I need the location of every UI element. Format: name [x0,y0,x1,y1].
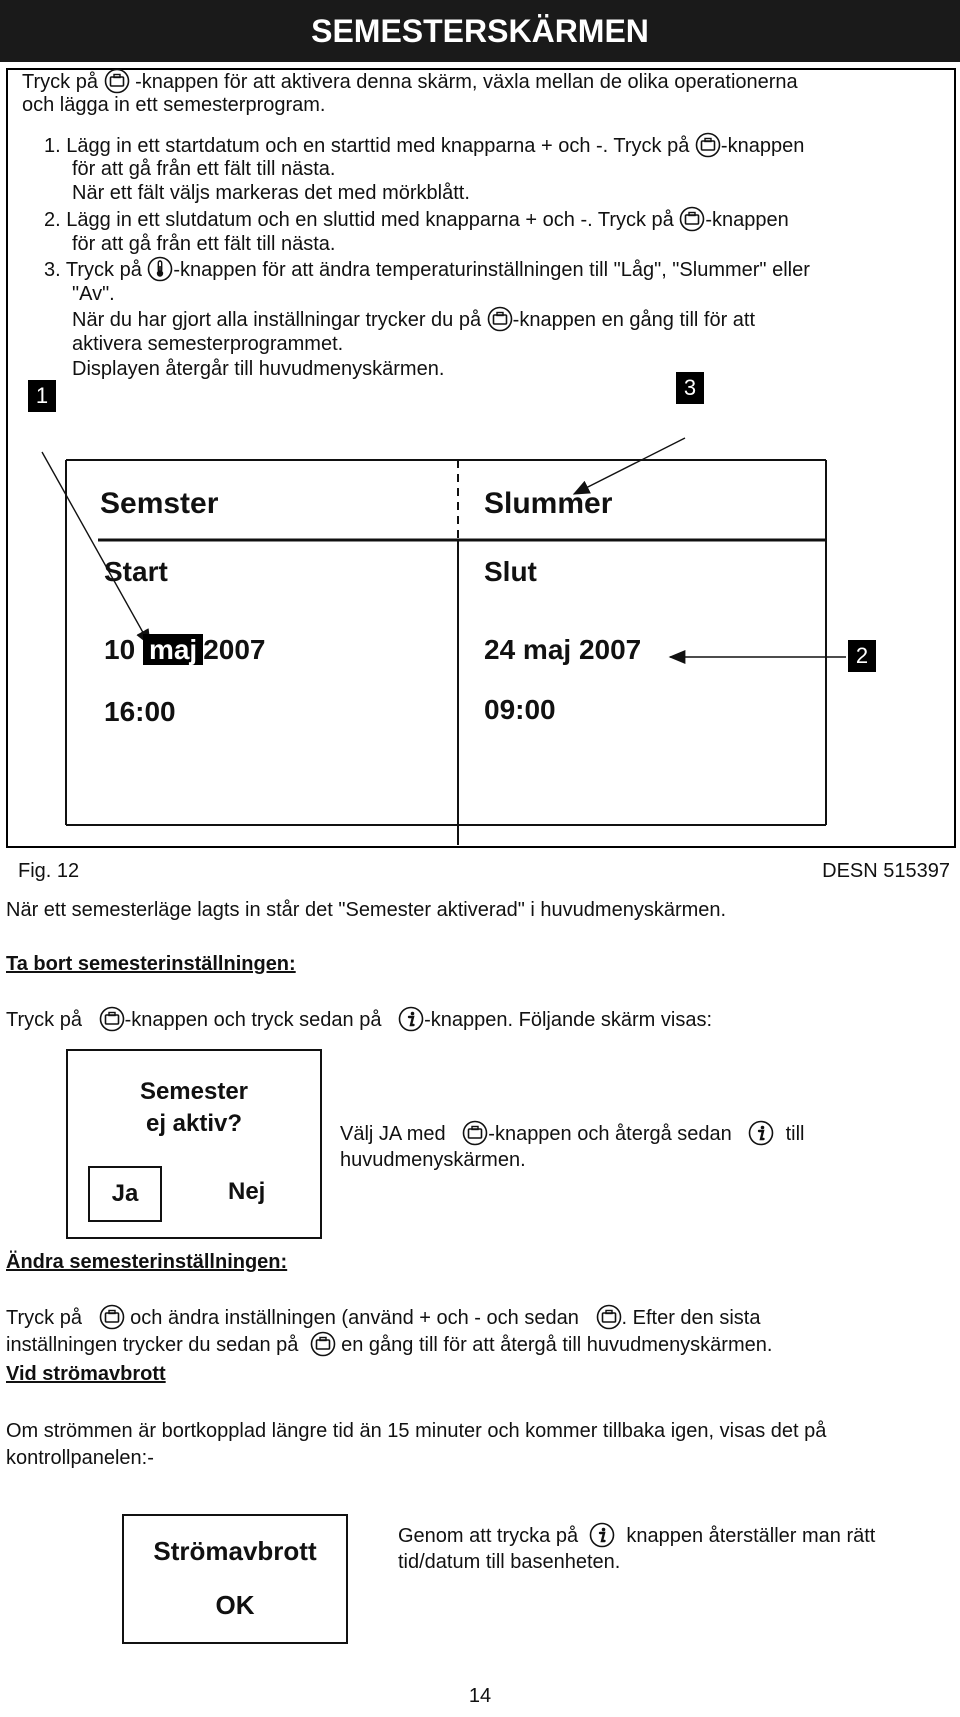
change-text-b: och ändra inställningen (använd + och - och sedan [130,1307,579,1329]
holiday-case-icon [462,1120,488,1146]
inactive-dialog-title [66,1076,322,1140]
power-failure-title: Strömavbrott [153,1536,317,1566]
holiday-case-icon [99,1304,125,1330]
start-time: 16:00 [104,696,176,727]
step-3-text-b: -knappen för att ändra temperaturinställningen till "Låg", "Slummer" eller [173,259,810,281]
power-note-line-1 [398,1522,875,1549]
info-icon [398,1006,424,1032]
callout-3: 3 [676,372,704,404]
power-line-2: kontrollpanelen:- [6,1447,154,1469]
power-failure-ok[interactable]: OK [215,1590,255,1620]
step-3-text-d-b: -knappen en gång till för att [512,309,756,331]
intro-text-b: -knappen för att aktivera denna skärm, växla mellan de olika operationerna [135,71,798,93]
callout-1: 1 [28,380,56,412]
intro-line-2: och lägga in ett semesterprogram. [22,94,326,116]
change-line-1 [6,1304,760,1331]
remove-instruction [6,1006,712,1033]
step-1-text-b: -knappen [720,135,805,157]
change-text-e: en gång till för att återgå till huvudmenyskärmen. [341,1334,773,1356]
power-note-b: knappen återställer man rätt [626,1525,876,1547]
change-line-2 [6,1331,772,1358]
step-3-text-d-a: När du har gjort alla inställningar trycker du på [72,309,482,331]
start-date [104,634,265,666]
start-year: 2007 [203,634,266,665]
remove-note-b: -knappen och återgå sedan [488,1123,732,1145]
after-figure-text: När ett semesterläge lagts in står det "Semester aktiverad" i huvudmenyskärmen. [6,899,727,921]
remove-note-line-1 [340,1120,804,1147]
remove-text-a: Tryck på [6,1009,82,1031]
no-option[interactable]: Nej [228,1178,266,1205]
power-note-line-2: tid/datum till basenheten. [398,1551,621,1573]
change-text-c: . Efter den sista [621,1307,761,1329]
step-1-line-2: för att gå från ett fält till nästa. [72,158,336,180]
figure-code: DESN 515397 [822,860,950,882]
remove-note-c: till [785,1123,805,1145]
step-3-text-a: 3. Tryck på [44,259,142,281]
display-title-semster: Semster [100,487,219,520]
holiday-case-icon [99,1006,125,1032]
power-failure-dialog [122,1514,348,1644]
figure-label: Fig. 12 [18,860,80,882]
remove-text-b: -knappen och tryck sedan på [124,1009,382,1031]
power-heading: Vid strömavbrott [6,1363,166,1385]
end-time: 09:00 [484,694,556,725]
step-2-line-2: för att gå från ett fält till nästa. [72,233,336,255]
page-number: 14 [468,1685,492,1707]
change-text-a: Tryck på [6,1307,82,1329]
remove-note-line-2: huvudmenyskärmen. [340,1149,526,1171]
step-3-line-4: aktivera semesterprogrammet. [72,333,344,355]
remove-text-c: -knappen. Följande skärm visas: [424,1009,713,1031]
step-2-text-a: 2. Lägg in ett slutdatum och en sluttid med knapparna + och -. Tryck på [44,209,674,231]
change-text-d: inställningen trycker du sedan på [6,1334,299,1356]
end-date: 24 maj 2007 [484,634,642,665]
remove-heading: Ta bort semesterinställningen: [6,953,296,975]
inactive-dialog-line-1: Semester [139,1078,249,1105]
step-2-text-b: -knappen [705,209,789,231]
holiday-case-icon [310,1331,336,1357]
inactive-dialog-line-2: ej aktiv? [145,1110,243,1137]
step-1-line-3: När ett fält väljs markeras det med mörkblått. [72,182,470,204]
change-heading: Ändra semesterinställningen: [6,1251,288,1273]
display-title-slummer: Slummer [484,487,613,520]
holiday-case-icon [596,1304,622,1330]
start-day: 10 [104,634,136,665]
end-label: Slut [484,556,537,587]
step-3-line-5: Displayen återgår till huvudmenyskärmen. [72,358,445,380]
callout-2: 2 [848,640,876,672]
page-title: SEMESTERSKÄRMEN [311,13,649,49]
info-icon [589,1522,615,1548]
step-3-line-2: "Av". [72,283,115,305]
power-line-1: Om strömmen är bortkopplad längre tid än 15 minuter och kommer tillbaka igen, visas det på [6,1420,827,1442]
start-month-selected: maj [143,634,203,665]
start-label: Start [104,556,168,587]
info-icon [748,1120,774,1146]
power-note-a: Genom att trycka på [398,1525,579,1547]
intro-text-a: Tryck på [22,71,98,93]
remove-note-a: Välj JA med [340,1123,446,1145]
yes-option[interactable]: Ja [88,1166,162,1222]
step-1-text-a: 1. Lägg in ett startdatum och en starttid med knapparna + och -. Tryck på [44,135,690,157]
